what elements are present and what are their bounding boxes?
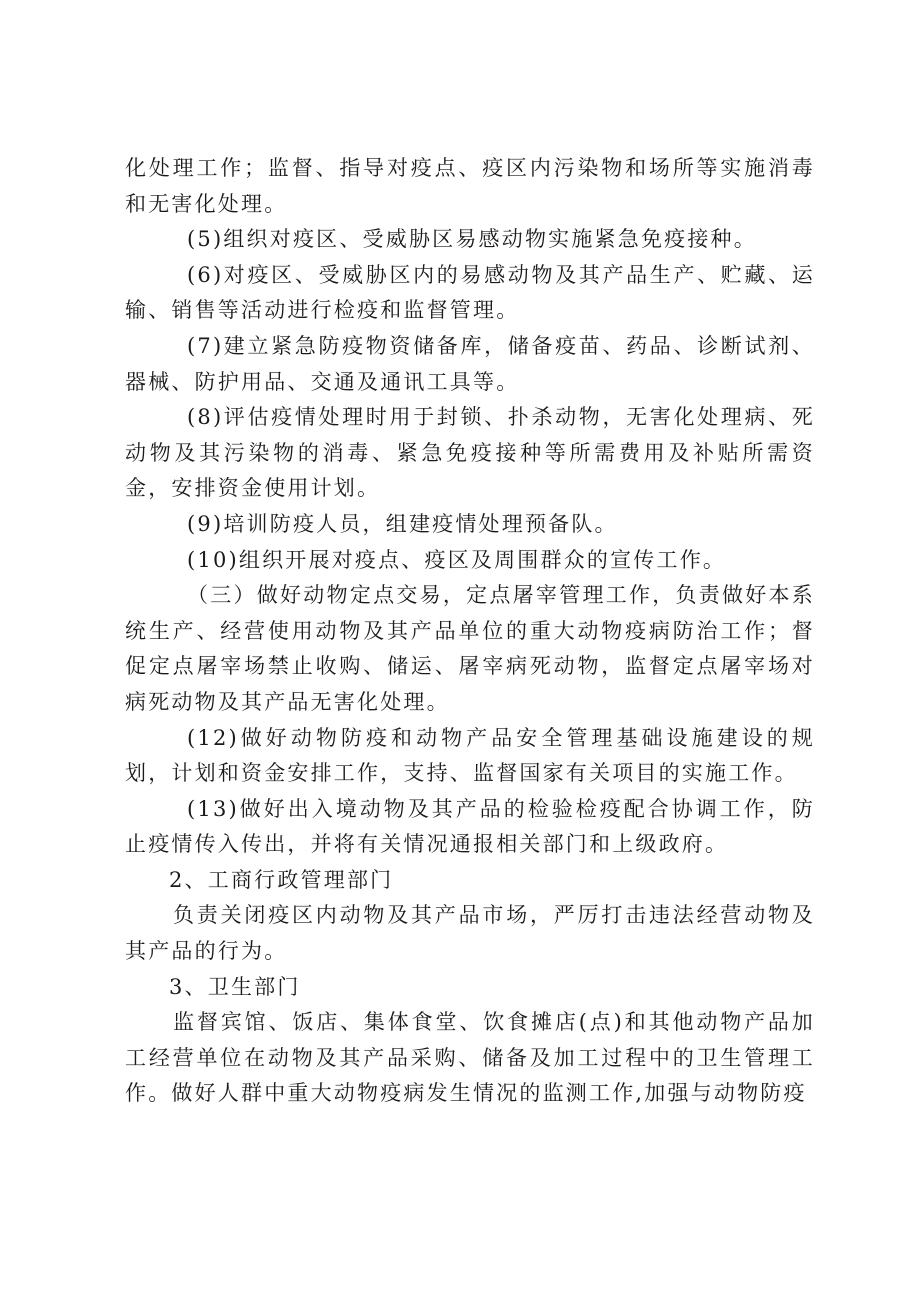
paragraph-item-5: (5)组织对疫区、受威胁区易感动物实施紧急免疫接种。 — [187, 227, 757, 252]
paragraph-health: 监督宾馆、饭店、集体食堂、饮食摊店(点)和其他动物产品加工经营单位在动物及其产品采购、储备及加工过程中的卫生管理工作。做好人群中重大动物疫病发生情况的监测工作,加强与动物防疫 — [125, 1010, 815, 1106]
paragraph-item-7: (7)建立紧急防疫物资储备库，储备疫苗、药品、诊断试剂、器械、防护用品、交通及通讯工具等。 — [125, 333, 815, 394]
paragraph-item-three: （三）做好动物定点交易，定点屠宰管理工作，负责做好本系统生产、经营使用动物及其产品单位的重大动物疫病防治工作；督促定点屠宰场禁止收购、储运、屠宰病死动物，监督定点屠宰场对病死动物及其产品无害化处理。 — [125, 583, 815, 714]
paragraph-item-6: (6)对疫区、受威胁区内的易感动物及其产品生产、贮藏、运输、销售等活动进行检疫和监督管理。 — [125, 262, 815, 323]
section-heading-commerce: 2、工商行政管理部门 — [169, 867, 394, 892]
paragraph-continuation: 化处理工作；监督、指导对疫点、疫区内污染物和场所等实施消毒和无害化处理。 — [125, 156, 815, 216]
paragraph-item-8: (8)评估疫情处理时用于封锁、扑杀动物，无害化处理病、死动物及其污染物的消毒、紧急免疫接种等所需费用及补贴所需资金，安排资金使用计划。 — [125, 405, 815, 501]
paragraph-item-13: (13)做好出入境动物及其产品的检验检疫配合协调工作，防止疫情传入传出，并将有关情况通报相关部门和上级政府。 — [125, 796, 815, 857]
document-body — [125, 151, 815, 1112]
paragraph-item-10: (10)组织开展对疫点、疫区及周围群众的宣传工作。 — [187, 547, 727, 572]
paragraph-item-12: (12)做好动物防疫和动物产品安全管理基础设施建设的规划，计划和资金安排工作，支持、监督国家有关项目的实施工作。 — [125, 725, 815, 786]
paragraph-item-9: (9)培训防疫人员，组建疫情处理预备队。 — [187, 511, 618, 536]
section-heading-health: 3、卫生部门 — [169, 974, 301, 999]
paragraph-commerce: 负责关闭疫区内动物及其产品市场，严厉打击违法经营动物及其产品的行为。 — [125, 903, 815, 964]
